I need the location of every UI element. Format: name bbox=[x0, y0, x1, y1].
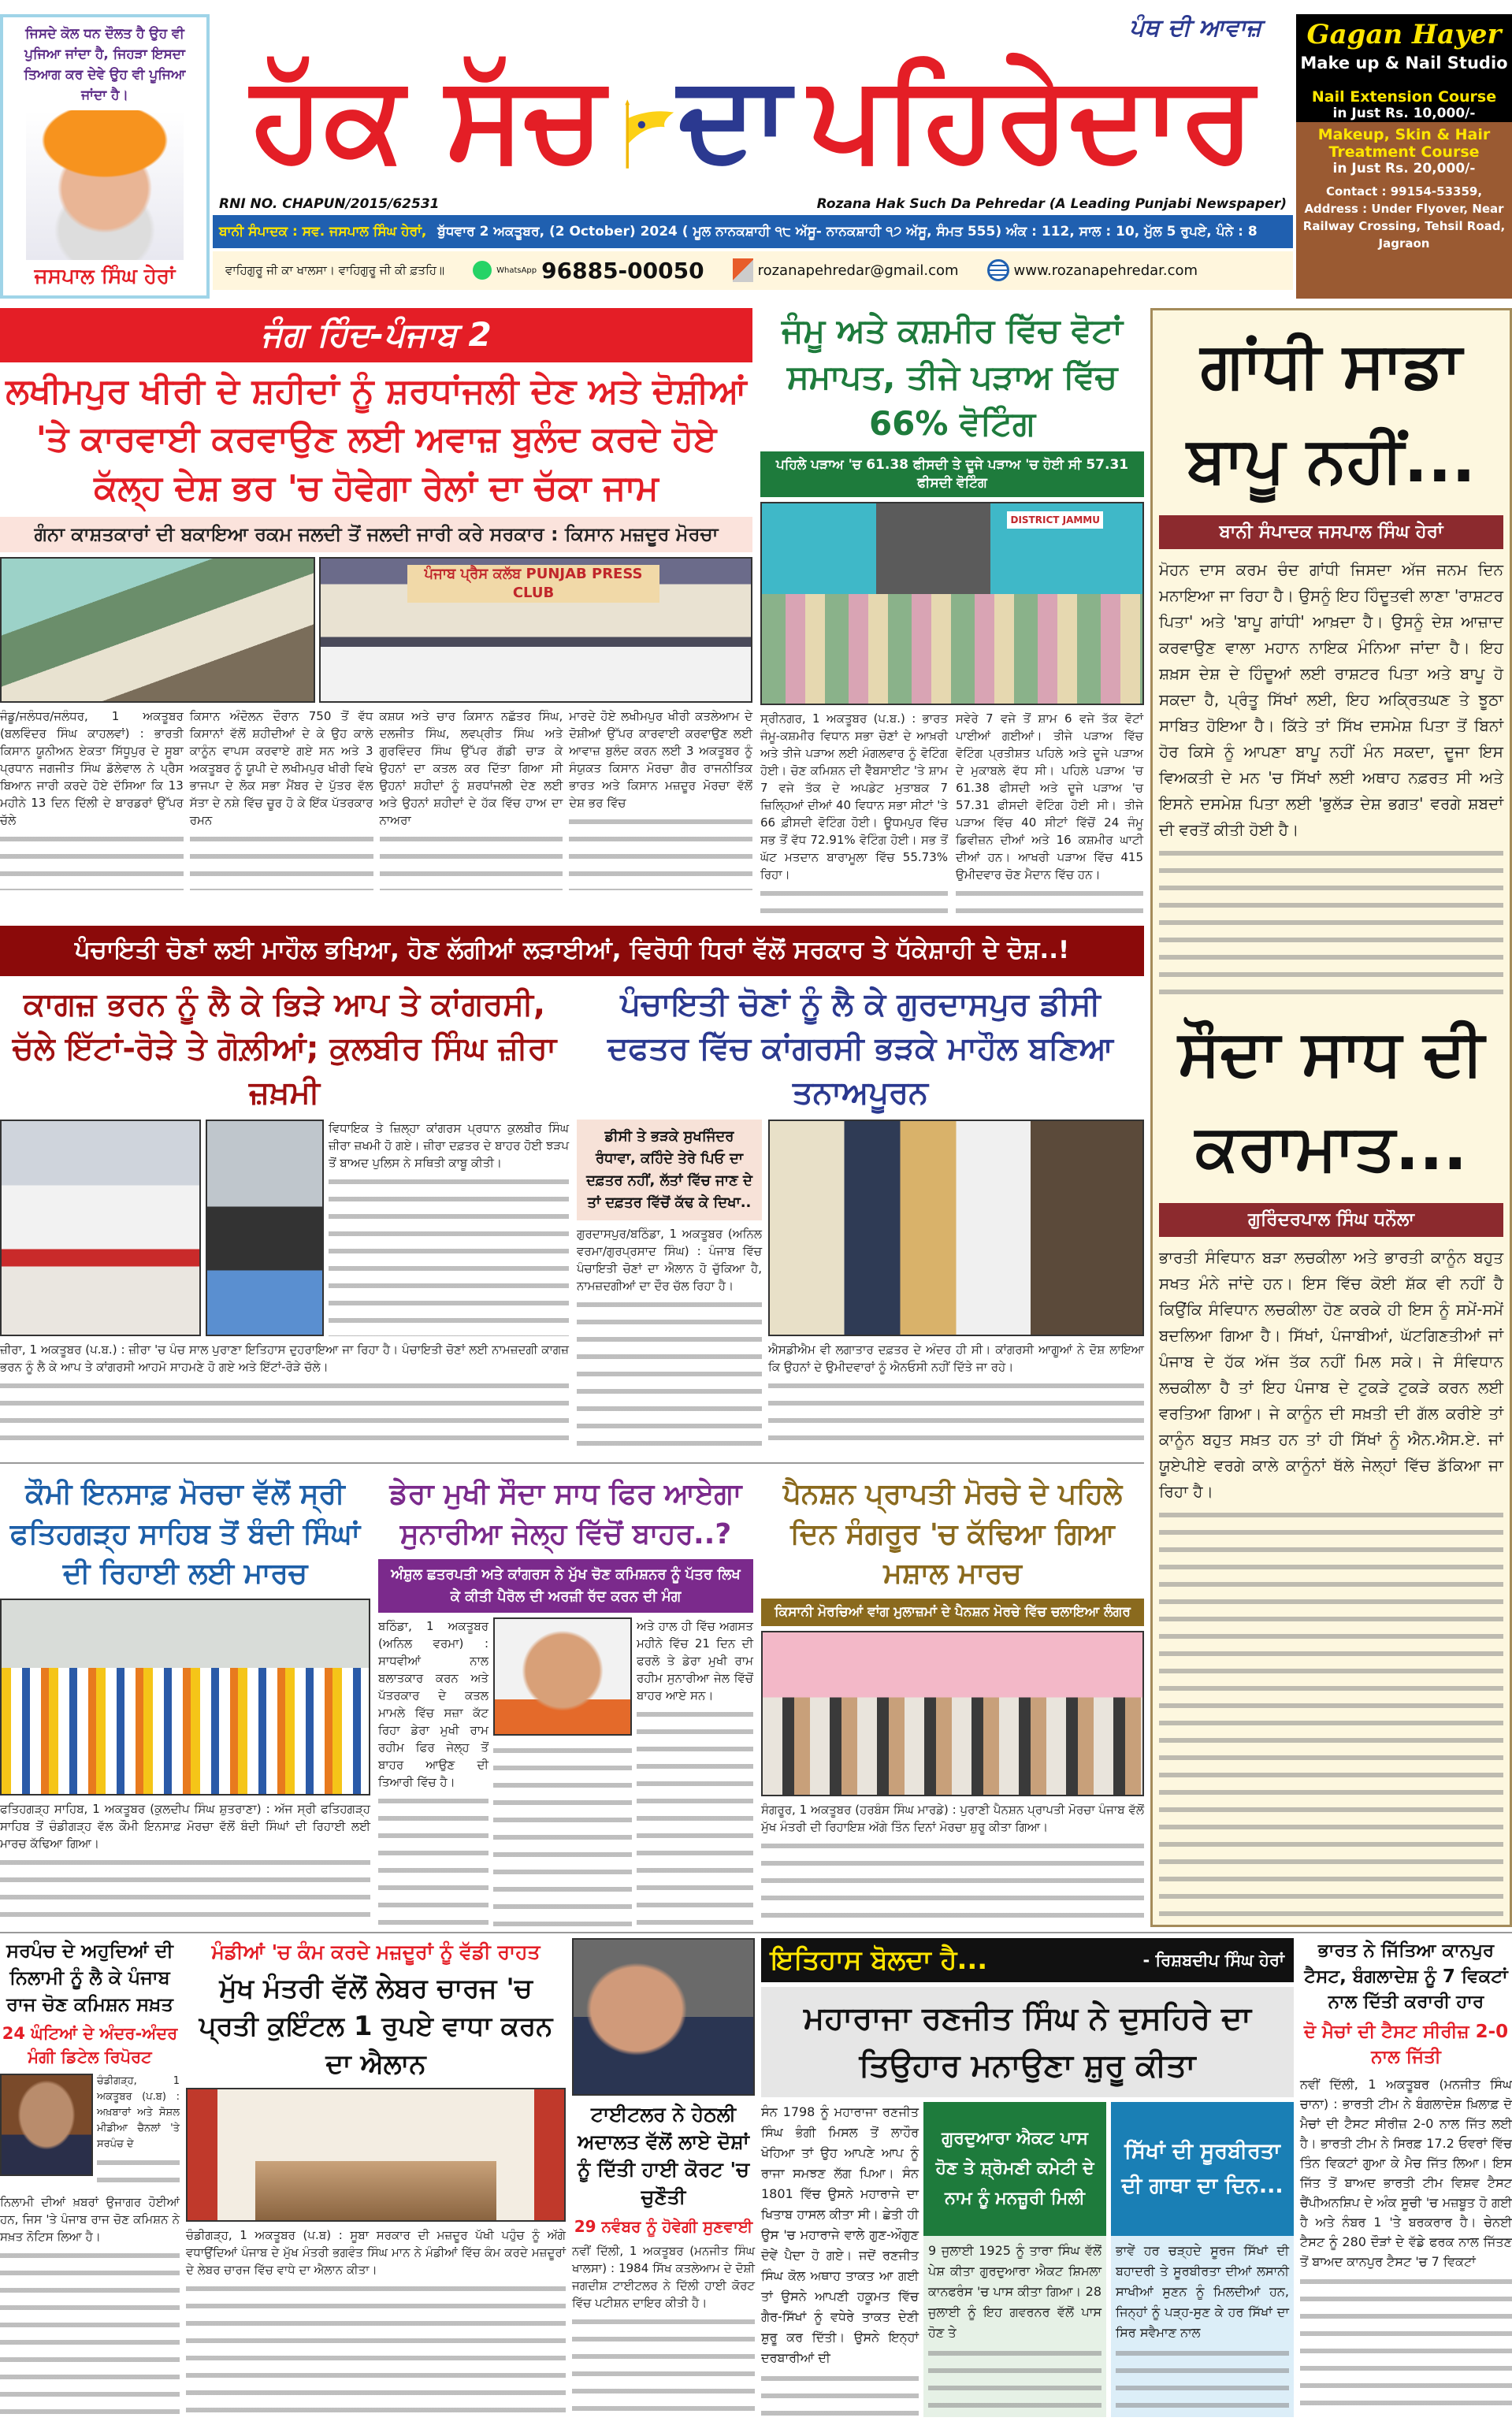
title-part3: ਪਹਿਰੇਦਾਰ bbox=[808, 50, 1255, 187]
article-text: ਸੰਨ 1798 ਨੂੰ ਮਹਾਰਾਜਾ ਰਣਜੀਤ ਸਿੰਘ ਭੰਗੀ ਮਿਸਲ ਤੋਂ ਲਾਹੌਰ ਖੋਹਿਆ ਤਾਂ ਉਹ ਆਪਣੇ ਆਪ ਨੂੰ ਰਾਜਾ ਸਮਝਣ ਲੱਗ ਪਿਆ। ਸੰਨ 1801 ਵਿੱਚ ਉਸਨੇ ਮਹਾਰਾਜੇ ਦਾ ਖਿਤਾਬ ਹਾਸਲ ਕੀਤਾ ਸੀ। ਛੇਤੀ ਹੀ ਉਸ 'ਚ ਮਹਾਰਾਜੇ ਵਾਲੇ ਗੁਣ-ਔਗੁਣ ਦੋਵੇਂ ਪੈਦਾ ਹੋ ਗਏ। ਜਦੋਂ ਰਣਜੀਤ ਸਿੰਘ ਕੋਲ ਅਥਾਹ ਤਾਕਤ ਆ ਗਈ ਤਾਂ ਉਸਨੇ ਆਪਣੀ ਹਕੂਮਤ ਵਿੱਚ ਗੈਰ-ਸਿੱਖਾਂ ਨੂੰ ਵਧੇਰੇ ਤਾਕਤ ਦੇਣੀ ਸ਼ੁਰੂ ਕਰ ਦਿੱਤੀ। ਉਸਨੇ ਇਨ੍ਹਾਂ ਦਰਬਾਰੀਆਂ ਦੀ bbox=[761, 2104, 919, 2366]
panchayat-banner[interactable]: ਪੰਚਾਇਤੀ ਚੋਣਾਂ ਲਈ ਮਾਹੌਲ ਭਖਿਆ, ਹੋਣ ਲੱਗੀਆਂ ਲੜਾਈਆਂ, ਵਿਰੋਧੀ ਧਿਰਾਂ ਵੱਲੋਂ ਸਰਕਾਰ ਤੇ ਧੱਕੇਸ਼ਾਹੀ ਦੇ ਦੋਸ਼..! bbox=[0, 926, 1144, 976]
gurdaspur-body bbox=[577, 1225, 762, 1451]
article-text: ਮੋਹਨ ਦਾਸ ਕਰਮ ਚੰਦ ਗਾਂਧੀ ਜਿਸਦਾ ਅੱਜ ਜਨਮ ਦਿਨ ਮਨਾਇਆ ਜਾ ਰਿਹਾ ਹੈ। ਉਸਨੂੰ ਇਹ ਹਿੰਦੂਤਵੀ ਲਾਣਾ 'ਰਾਸ਼ਟਰ ਪਿਤਾ' ਅਤੇ 'ਬਾਪੂ ਗਾਂਧੀ' ਆਖ਼ਦਾ ਹੈ। ਉਸਨੂੰ ਦੇਸ਼ ਆਜ਼ਾਦ ਕਰਵਾਉਣ ਵਾਲਾ ਮਹਾਨ ਨਾਇਕ ਮੰਨਿਆ ਜਾਂਦਾ ਹੈ। ਇਹ ਸ਼ਖ਼ਸ ਦੇਸ਼ ਦੇ ਹਿੰਦੂਆਂ ਲਈ ਰਾਸ਼ਟਰ ਪਿਤਾ ਅਤੇ ਬਾਪੂ ਹੋ ਸਕਦਾ ਹੈ, ਪ੍ਰੰਤੂ ਸਿੱਖਾਂ ਲਈ, ਇਹ ਅਕ੍ਰਿਤਘਣ ਤੇ ਝੂਠਾ ਸਾਬਿਤ ਹੋਇਆ ਹੈ। ਕਿੱਤੇ ਤਾਂ ਸਿੱਖ ਦਸਮੇਸ਼ ਪਿਤਾ ਤੋਂ ਬਿਨਾਂ ਹੋਰ ਕਿਸੇ ਨੂੰ ਆਪਣਾ ਬਾਪੂ ਨਹੀਂ ਮੰਨ ਸਕਦਾ, ਦੂਜਾ ਇਸ ਵਿਅਕਤੀ ਦੇ ਮਨ 'ਚ ਸਿੱਖਾਂ ਲਈ ਅਥਾਹ ਨਫ਼ਰਤ ਸੀ ਅਤੇ ਇਸਨੇ ਦਸਮੇਸ਼ ਪਿਤਾ ਲਈ 'ਭੁਲੱੜ ਦੇਸ਼ ਭਗਤ' ਵਰਗੇ ਸ਼ਬਦਾਂ ਦੀ ਵਰਤੋਂ ਕੀਤੀ ਹੋਈ ਹੈ। bbox=[1159, 560, 1503, 840]
gandhi-editorial-headline[interactable]: ਗਾਂਧੀ ਸਾਡਾ ਬਾਪੂ ਨਹੀਂ... bbox=[1187, 329, 1476, 496]
divider bbox=[0, 1932, 1512, 1933]
ad-course1: Nail Extension Course bbox=[1311, 88, 1497, 106]
text-filler bbox=[760, 885, 948, 919]
masthead bbox=[0, 0, 1512, 299]
ad-tagline: Make up & Nail Studio bbox=[1300, 54, 1508, 72]
opinion-author: ਗੁਰਿੰਦਰਪਾਲ ਸਿੰਘ ਧਨੌਲਾ bbox=[1159, 1203, 1503, 1237]
article-column bbox=[380, 707, 563, 890]
article-column bbox=[760, 710, 948, 919]
article-text: ਸਵੇਰੇ 7 ਵਜੇ ਤੋਂ ਸ਼ਾਮ 6 ਵਜੇ ਤੱਕ ਵੋਟਾਂ ਪਾਈਆਂ ਗਈਆਂ। ਤੀਜੇ ਪੜਾਅ ਵਿੱਚ ਵੋਟਿੰਗ ਪ੍ਰਤੀਸ਼ਤ ਪਹਿਲੇ ਅਤੇ ਦੂਜੇ ਪੜਾਅ ਦੇ ਮੁਕਾਬਲੇ ਵੱਧ ਸੀ। ਪਹਿਲੇ ਪੜਾਅ 'ਚ 61.38 ਫੀਸਦੀ ਅਤੇ ਦੂਜੇ ਪੜਾਅ 'ਚ 57.31 ਫੀਸਦੀ ਵੋਟਿੰਗ ਹੋਈ ਸੀ। ਤੀਜੇ ਪੜਾਅ ਵਿੱਚ 40 ਸੀਟਾਂ ਵਿੱਚੋਂ 24 ਜੰਮੂ ਡਿਵੀਜ਼ਨ ਦੀਆਂ ਅਤੇ 16 ਕਸ਼ਮੀਰ ਘਾਟੀ ਦੀਆਂ ਹਨ। ਆਖਰੀ ਪੜਾਅ ਵਿੱਚ 415 ਉਮੀਦਵਾਰ ਚੋਣ ਮੈਦਾਨ ਵਿੱਚ ਹਨ। bbox=[956, 711, 1143, 882]
article-text: ਕਸ਼ਯ ਅਤੇ ਚਾਰ ਕਿਸਾਨ ਨਛੱਤਰ ਸਿੰਘ, ਦਲਜੀਤ ਸਿੰਘ, ਲਵਪ੍ਰੀਤ ਸਿੰਘ ਅਤੇ ਗੁਰਵਿੰਦਰ ਸਿੰਘ ਉੱਪਰ ਗੱਡੀ ਚਾੜ ਕੇ ਉਹਨਾਂ ਦਾ ਕਤਲ ਕਰ ਦਿੱਤਾ ਗਿਆ ਸੀ ਉਹਨਾਂ ਸ਼ਹੀਦਾਂ ਨੂੰ ਸ਼ਰਧਾਂਜਲੀ ਦੇਣ ਲਈ ਅਤੇ ਉਹਨਾਂ ਸ਼ਹੀਦਾਂ ਦੇ ਹੱਕ ਵਿੱਚ ਹਾਅ ਦਾ ਨਾਅਰਾ bbox=[379, 708, 563, 827]
opinion-body bbox=[1159, 1245, 1503, 1917]
dera-chief-content bbox=[378, 1617, 753, 1927]
sarpanch-story bbox=[0, 1938, 180, 2417]
sarpanch-auction-headline[interactable]: ਸਰਪੰਚ ਦੇ ਅਹੁਦਿਆਂ ਦੀ ਨਿਲਾਮੀ ਨੂੰ ਲੈ ਕੇ ਪੰਜਾਬ ਰਾਜ ਚੋਣ ਕਮਿਸ਼ਨ ਸਖ਼ਤ bbox=[6, 1940, 173, 2015]
opinion-column bbox=[1150, 308, 1512, 1927]
news-area bbox=[0, 308, 1144, 1927]
labour-charge-story bbox=[186, 1938, 566, 2417]
text-filler bbox=[1300, 2273, 1512, 2417]
kanpur-test-subhead: ਦੋ ਮੈਚਾਂ ਦੀ ਟੈਸਟ ਸੀਰੀਜ਼ 2-0 ਨਾਲ ਜਿੱਤੀ bbox=[1303, 2021, 1509, 2068]
lead-story bbox=[0, 308, 752, 919]
tytler-headline[interactable]: ਟਾਈਟਲਰ ਨੇ ਹੇਠਲੀ ਅਦਾਲਤ ਵੱਲੋਂ ਲਾਏ ਦੋਸ਼ਾਂ ਨੂੰ ਦਿੱਤੀ ਹਾਈ ਕੋਰਟ 'ਚ ਚੁਣੌਤੀ bbox=[578, 2103, 749, 2209]
text-filler bbox=[0, 2247, 180, 2417]
article-text: ਚੰਡੀਗੜ੍ਹ, 1 ਅਕਤੂਬਰ (ਪ.ਬ) : ਅਖ਼ਬਾਰਾਂ ਅਤੇ ਸੋਸ਼ਲ ਮੀਡੀਆ ਚੈਨਲਾਂ 'ਤੇ ਸਰਪੰਚ ਦੇ bbox=[97, 2074, 180, 2150]
globe-icon bbox=[987, 259, 1009, 281]
text-filler bbox=[637, 1706, 753, 1927]
row-3 bbox=[0, 982, 1144, 1451]
dera-chief-middle bbox=[493, 1617, 632, 1927]
founder-name: ਜਸਪਾਲ ਸਿੰਘ ਹੇਰਾਂ bbox=[34, 265, 176, 288]
article-text: ਨਿਲਾਮੀ ਦੀਆਂ ਖ਼ਬਰਾਂ ਉਜਾਗਰ ਹੋਈਆਂ ਹਨ, ਜਿਸ 'ਤੇ ਪੰਜਾਬ ਰਾਜ ਚੋਣ ਕਮਿਸ਼ਨ ਨੇ ਸਖ਼ਤ ਨੋਟਿਸ ਲਿਆ ਹੈ। bbox=[0, 2194, 180, 2244]
gurdaspur-dc-headline[interactable]: ਪੰਚਾਇਤੀ ਚੋਣਾਂ ਨੂੰ ਲੈ ਕੇ ਗੁਰਦਾਸਪੁਰ ਡੀਸੀ ਦਫਤਰ ਵਿੱਚ ਕਾਂਗਰਸੀ ਭੜਕੇ ਮਾਹੌਲ ਬਣਿਆ ਤਨਾਅਪੂਰਨ bbox=[607, 986, 1114, 1112]
sarpanch-media bbox=[0, 2074, 180, 2189]
editor-label: ਬਾਨੀ ਸੰਪਾਦਕ : ਸਵ. ਜਸਪਾਲ ਸਿੰਘ ਹੇਰਾਂ, bbox=[219, 223, 427, 240]
text-filler bbox=[577, 1296, 762, 1451]
gurdwara-act-box bbox=[923, 2102, 1106, 2417]
text-filler bbox=[1159, 845, 1503, 998]
photo-voters-queue bbox=[760, 502, 1144, 705]
history-label: ਇਤਿਹਾਸ ਬੋਲਦਾ ਹੈ... bbox=[771, 1944, 988, 1977]
sarpanch-side bbox=[97, 2074, 180, 2189]
title-flag-group bbox=[623, 45, 790, 193]
press-club-sign: ਪੰਜਾਬ ਪ੍ਰੈਸ ਕਲੱਬ PUNJAB PRESS CLUB bbox=[407, 565, 659, 603]
divider bbox=[0, 1462, 1144, 1464]
dera-chief-story bbox=[378, 1475, 753, 1927]
lead-columns bbox=[0, 707, 752, 890]
text-filler bbox=[928, 2345, 1101, 2412]
history-author: - ਰਿਸ਼ਬਦੀਪ ਸਿੰਘ ਹੇਰਾਂ bbox=[1142, 1950, 1284, 1970]
section-banner: ਜੰਗ ਹਿੰਦ-ਪੰਜਾਬ 2 bbox=[0, 308, 752, 362]
masthead-left-box bbox=[0, 14, 210, 299]
text-filler bbox=[761, 1837, 1144, 1927]
article-column bbox=[956, 710, 1143, 919]
article-column bbox=[0, 707, 184, 890]
article-text: ਬਠਿੰਡਾ, 1 ਅਕਤੂਬਰ (ਅਨਿਲ ਵਰਮਾ) : ਸਾਧਵੀਆਂ ਨਾਲ ਬਲਾਤਕਾਰ ਕਰਨ ਅਤੇ ਪੱਤਰਕਾਰ ਦੇ ਕਤਲ ਮਾਮਲੇ ਵਿੱਚ ਸਜ਼ਾ ਕੱਟ ਰਿਹਾ ਡੇਰਾ ਮੁਖੀ ਰਾਮ ਰਹੀਮ ਫਿਰ ਜੇਲ੍ਹ ਤੋਂ ਬਾਹਰ ਆਉਣ ਦੀ ਤਿਆਰੀ ਵਿੱਚ ਹੈ। bbox=[378, 1619, 489, 1790]
article-text: ਸੰਗਰੂਰ, 1 ਅਕਤੂਬਰ (ਹਰਬੰਸ ਸਿੰਘ ਮਾਰਡੇ) : ਪੁਰਾਣੀ ਪੈਨਸ਼ਨ ਪ੍ਰਾਪਤੀ ਮੋਰਚਾ ਪੰਜਾਬ ਵੱਲੋਂ ਮੁੱਖ ਮੰਤਰੀ ਦੀ ਰਿਹਾਇਸ਼ ਅੱਗੇ ਤਿੰਨ ਦਿਨਾਂ ਮੋਰਚਾ ਸ਼ੁਰੂ ਕੀਤਾ ਗਿਆ। bbox=[761, 1803, 1144, 1835]
article-text: ਨਵੀਂ ਦਿੱਲੀ, 1 ਅਕਤੂਬਰ (ਮਨਜੀਤ ਸਿੰਘ ਚਾਨਾ) : ਭਾਰਤੀ ਟੀਮ ਨੇ ਬੰਗਲਾਦੇਸ਼ ਖ਼ਿਲਾਫ਼ ਦੋ ਮੈਚਾਂ ਦੀ ਟੈਸਟ ਸੀਰੀਜ਼ 2-0 ਨਾਲ ਜਿੱਤ ਲਈ ਹੈ। ਭਾਰਤੀ ਟੀਮ ਨੇ ਸਿਰਫ਼ 17.2 ਓਵਰਾਂ ਵਿੱਚ ਤਿੰਨ ਵਿਕਟਾਂ ਗੁਆ ਕੇ ਮੈਚ ਜਿੱਤ ਲਿਆ। ਇਸ ਜਿੱਤ ਤੋਂ ਬਾਅਦ ਭਾਰਤੀ ਟੀਮ ਵਿਸ਼ਵ ਟੈਸਟ ਚੈਂਪੀਅਨਸ਼ਿਪ ਦੇ ਅੰਕ ਸੂਚੀ 'ਚ ਮਜ਼ਬੂਤ ਹੋ ਗਈ ਹੈ ਅਤੇ ਨੰਬਰ 1 'ਤੇ ਬਰਕਰਾਰ ਹੈ। ਚੇਨਈ ਟੈਸਟ ਨੂੰ 280 ਦੌੜਾਂ ਦੇ ਵੱਡੇ ਫਰਕ ਨਾਲ ਜਿੱਤਣ ਤੋਂ ਬਾਅਦ ਕਾਨਪੁਰ ਟੈਸਟ 'ਚ 7 ਵਿਕਟਾਂ bbox=[1300, 2077, 1512, 2270]
text-filler bbox=[768, 1377, 1144, 1451]
photo-cabinet-meeting bbox=[186, 2088, 566, 2222]
ad-price1: in Just Rs. 10,000/- bbox=[1332, 106, 1476, 121]
gurdaspur-body-2 bbox=[768, 1341, 1144, 1451]
row-4 bbox=[0, 1475, 1144, 1927]
article-text: ਐਸਡੀਐਮ ਵੀ ਲਗਾਤਾਰ ਦਫ਼ਤਰ ਦੇ ਅੰਦਰ ਹੀ ਸੀ। ਕਾਂਗਰਸੀ ਆਗੂਆਂ ਨੇ ਦੋਸ਼ ਲਾਇਆ ਕਿ ਉਹਨਾਂ ਦੇ ਉਮੀਦਵਾਰਾਂ ਨੂੰ ਐਨਓਸੀ ਨਹੀਂ ਦਿੱਤੇ ਜਾ ਰਹੇ। bbox=[768, 1342, 1144, 1375]
tytler-body bbox=[572, 2242, 755, 2417]
insaaf-morcha-body bbox=[0, 1800, 370, 1927]
gurdwara-act-body bbox=[923, 2236, 1106, 2417]
ranjit-singh-headline[interactable]: ਮਹਾਰਾਜਾ ਰਣਜੀਤ ਸਿੰਘ ਨੇ ਦੁਸਹਿਰੇ ਦਾ ਤਿਉਹਾਰ ਮਨਾਉਣਾ ਸ਼ੁਰੂ ਕੀਤਾ bbox=[761, 1987, 1294, 2097]
dera-chief-side bbox=[637, 1617, 753, 1927]
sikh-bravery-box bbox=[1111, 2102, 1294, 2417]
masthead-center bbox=[213, 14, 1293, 299]
zira-story bbox=[0, 982, 569, 1451]
jk-election-headline[interactable]: ਜੰਮੂ ਅਤੇ ਕਸ਼ਮੀਰ ਵਿੱਚ ਵੋਟਾਂ ਸਮਾਪਤ, ਤੀਜੇ ਪੜਾਅ ਵਿੱਚ 66% ਵੋਟਿੰਗ bbox=[782, 311, 1123, 443]
zira-media bbox=[0, 1120, 569, 1336]
sauda-sadh-headline[interactable]: ਸੌਦਾ ਸਾਧ ਦੀ ਕਰਾਮਾਤ... bbox=[1178, 1016, 1484, 1185]
kanpur-test-story bbox=[1300, 1938, 1512, 2417]
dera-chief-subhead: ਅੰਸ਼ੁਲ ਛਤਰਪਤੀ ਅਤੇ ਕਾਂਗਰਸ ਨੇ ਮੁੱਖ ਚੋਣ ਕਮਿਸ਼ਨਰ ਨੂੰ ਪੱਤਰ ਲਿਖ ਕੇ ਕੀਤੀ ਪੈਰੋਲ ਦੀ ਅਰਜ਼ੀ ਰੱਦ ਕਰਨ ਦੀ ਮੰਗ bbox=[378, 1559, 753, 1613]
text-filler bbox=[569, 813, 752, 890]
tytler-subhead: 29 ਨਵੰਬਰ ਨੂੰ ਹੋਵੇਗੀ ਸੁਣਵਾਈ bbox=[574, 2217, 753, 2237]
zira-body bbox=[0, 1341, 569, 1451]
gurdaspur-right bbox=[768, 1120, 1144, 1451]
ad-brand: Gagan Hayer bbox=[1306, 19, 1502, 50]
text-filler bbox=[761, 2370, 919, 2417]
dateline-bar bbox=[213, 215, 1293, 248]
ad-price2: in Just Rs. 20,000/- bbox=[1332, 161, 1476, 176]
dera-chief-headline[interactable]: ਡੇਰਾ ਮੁਖੀ ਸੌਦਾ ਸਾਧ ਫਿਰ ਆਏਗਾ ਸੁਨਾਰੀਆ ਜੇਲ੍ਹ ਵਿੱਚੋਂ ਬਾਹਰ..? bbox=[389, 1478, 742, 1550]
whatsapp-contact[interactable] bbox=[473, 258, 704, 284]
article-text: ਮਾਰਦੇ ਹੋਏ ਲਖੀਮਪੁਰ ਖੀਰੀ ਕਤਲੇਆਮ ਦੇ ਦੋਸ਼ੀਆਂ ਉੱਪਰ ਕਾਰਵਾਈ ਕਰਵਾਉਣ ਲਈ ਆਵਾਜ਼ ਬੁਲੰਦ ਕਰਨ ਲਈ 3 ਅਕਤੂਬਰ ਨੂੰ ਸੰਯੁਕਤ ਕਿਸਾਨ ਮੋਰਚਾ ਗੈਰ ਰਾਜਨੀਤਿਕ ਭਾਰਤ ਅਤੇ ਕਿਸਾਨ ਮਜ਼ਦੂਰ ਮੋਰਚਾ ਵੱਲੋਂ ਦੇਸ਼ ਭਰ ਵਿੱਚ bbox=[569, 708, 752, 810]
text-filler bbox=[493, 1742, 632, 1927]
history-section bbox=[761, 1938, 1294, 2417]
photo-tytler bbox=[572, 1938, 755, 2096]
text-filler bbox=[329, 1173, 569, 1336]
text-filler bbox=[0, 1377, 569, 1451]
kanpur-test-headline[interactable]: ਭਾਰਤ ਨੇ ਜਿੱਤਿਆ ਕਾਨਪੁਰ ਟੈਸਟ, ਬੰਗਲਾਦੇਸ਼ ਨੂੰ 7 ਵਿਕਟਾਂ ਨਾਲ ਦਿੱਤੀ ਕਰਾਰੀ ਹਾਰ bbox=[1304, 1940, 1508, 2012]
photo-dc-office bbox=[768, 1120, 1144, 1336]
editorial-author: ਬਾਨੀ ਸੰਪਾਦਕ ਜਸਪਾਲ ਸਿੰਘ ਹੇਰਾਂ bbox=[1159, 515, 1503, 549]
lead-photos bbox=[0, 557, 752, 703]
photo-pension-protest bbox=[761, 1631, 1144, 1796]
mail-icon bbox=[733, 258, 753, 282]
newspaper-title bbox=[213, 45, 1293, 193]
article-column bbox=[190, 707, 373, 890]
flag-icon bbox=[623, 75, 678, 193]
pension-march-subhead: ਕਿਸਾਨੀ ਮੋਰਚਿਆਂ ਵਾਂਗ ਮੁਲਾਜ਼ਮਾਂ ਦੇ ਪੈਨਸ਼ਨ ਮੋਰਚੇ ਵਿੱਚ ਚਲਾਇਆ ਲੰਗਰ bbox=[761, 1599, 1144, 1626]
text-filler bbox=[1116, 2345, 1289, 2412]
website-contact[interactable] bbox=[987, 259, 1198, 281]
title-part2: ਦਾ bbox=[678, 50, 790, 187]
article-text: ਫਤਿਹਗੜ੍ਹ ਸਾਹਿਬ, 1 ਅਕਤੂਬਰ (ਕੁਲਦੀਪ ਸਿੰਘ ਸ਼ੁਤਰਾਣਾ) : ਅੱਜ ਸ੍ਰੀ ਫਤਿਹਗੜ੍ਹ ਸਾਹਿਬ ਤੋਂ ਚੰਡੀਗੜ੍ਹ ਵੱਲ ਕੌਮੀ ਇਨਸਾਫ਼ ਮੋਰਚਾ ਵੱਲੋਂ ਬੰਦੀ ਸਿੰਘਾਂ ਦੀ ਰਿਹਾਈ ਲਈ ਮਾਰਚ ਕੱਢਿਆ ਗਿਆ। bbox=[0, 1802, 370, 1851]
text-filler bbox=[190, 830, 373, 890]
article-column bbox=[569, 707, 752, 890]
tytler-story bbox=[572, 1938, 755, 2417]
zira-side-text bbox=[329, 1120, 569, 1336]
zira-clash-headline[interactable]: ਕਾਗਜ਼ ਭਰਨ ਨੂੰ ਲੈ ਕੇ ਭਿੜੇ ਆਪ ਤੇ ਕਾਂਗਰਸੀ, ਚੱਲੇ ਇੱਟਾਂ-ਰੋੜੇ ਤੇ ਗੋਲ਼ੀਆਂ; ਕੁਲਬੀਰ ਸਿੰਘ ਜ਼ੀਰਾ ਜ਼ਖ਼ਮੀ bbox=[12, 986, 557, 1112]
history-columns bbox=[761, 2102, 1294, 2417]
article-text: ਗੁਰਦਾਸਪੁਰ/ਬਠਿੰਡਾ, 1 ਅਕਤੂਬਰ (ਅਨਿਲ ਵਰਮਾ/ਗੁਰਪ੍ਰਸਾਦ ਸਿੰਘ) : ਪੰਜਾਬ ਵਿੱਚ ਪੰਚਾਇਤੀ ਚੋਣਾਂ ਦਾ ਐਲਾਨ ਹੋ ਚੁੱਕਿਆ ਹੈ, ਨਾਮਜ਼ਦਗੀਆਂ ਦਾ ਦੌਰ ਚੱਲ ਰਿਹਾ ਹੈ। bbox=[577, 1227, 762, 1294]
district-sign: DISTRICT JAMMU bbox=[1007, 511, 1103, 529]
photo-hospital-bed bbox=[206, 1120, 324, 1336]
rni-number: RNI NO. CHAPUN/2015/62531 bbox=[219, 195, 440, 212]
text-filler bbox=[97, 2154, 180, 2189]
gurdaspur-left bbox=[577, 1120, 762, 1451]
email: rozanapehredar@gmail.com bbox=[757, 262, 959, 279]
phone-number: 96885-00050 bbox=[541, 257, 704, 284]
website: www.rozanapehredar.com bbox=[1013, 262, 1198, 279]
lead-headline[interactable]: ਲਖੀਮਪੁਰ ਖੀਰੀ ਦੇ ਸ਼ਹੀਦਾਂ ਨੂੰ ਸ਼ਰਧਾਂਜਲੀ ਦੇਣ ਅਤੇ ਦੋਸ਼ੀਆਂ 'ਤੇ ਕਾਰਵਾਈ ਕਰਵਾਉਣ ਲਈ ਅਵਾਜ਼ ਬੁਲੰਦ ਕਰਦੇ ਹੋਏ ਕੱਲ੍ਹ ਦੇਸ਼ ਭਰ 'ਚ ਹੋਵੇਗਾ ਰੇਲਾਂ ਦਾ ਚੱਕਾ ਜਾਮ bbox=[6, 370, 747, 508]
photo-dera-chief bbox=[493, 1617, 632, 1736]
sarpanch-auction-subhead: 24 ਘੰਟਿਆਂ ਦੇ ਅੰਦਰ-ਅੰਦਰ ਮੰਗੀ ਡਿਟੇਲ ਰਿਪੋਰਟ bbox=[2, 2024, 178, 2067]
article-text: ਭਾਰਤੀ ਸੰਵਿਧਾਨ ਬੜਾ ਲਚਕੀਲਾ ਅਤੇ ਭਾਰਤੀ ਕਾਨੂੰਨ ਬਹੁਤ ਸਖਤ ਮੰਨੇ ਜਾਂਦੇ ਹਨ। ਇਸ ਵਿੱਚ ਕੋਈ ਸ਼ੱਕ ਵੀ ਨਹੀਂ ਹੈ ਕਿਉਂਕਿ ਸੰਵਿਧਾਨ ਲਚਕੀਲਾ ਹੋਣ ਕਰਕੇ ਹੀ ਇਸ ਨੂੰ ਸਮੇਂ-ਸਮੇਂ ਬਦਲਿਆ ਗਿਆ ਹੈ। ਸਿੱਖਾਂ, ਪੰਜਾਬੀਆਂ, ਘੱਟਗਿਣਤੀਆਂ ਜਾਂ ਪੰਜਾਬ ਦੇ ਹੱਕ ਅੱਜ ਤੱਕ ਨਹੀਂ ਮਿਲ ਸਕੇ। ਜੇ ਸੰਵਿਧਾਨ ਲਚਕੀਲਾ ਹੈ ਤਾਂ ਇਹ ਪੰਜਾਬ ਦੇ ਟੁਕੜੇ ਟੁਕੜੇ ਕਰਨ ਲਈ ਵਰਤਿਆ ਗਿਆ। ਜੇ ਕਾਨੂੰਨ ਦੀ ਸਖ਼ਤੀ ਦੀ ਗੱਲ ਕਰੀਏ ਤਾਂ ਕਾਨੂੰਨ ਬਹੁਤ ਸਖ਼ਤ ਹਨ ਤਾਂ ਹੀ ਸਿੱਖਾਂ ਨੂੰ ਐਨ.ਐਸ.ਏ. ਜਾਂ ਯੂਏਪੀਏ ਵਰਗੇ ਕਾਲੇ ਕਾਨੂੰਨਾਂ ਥੱਲੇ ਜੇਲ੍ਹਾਂ ਵਿੱਚ ਡੱਕਿਆ ਜਾ ਰਿਹਾ ਹੈ। bbox=[1159, 1248, 1503, 1502]
text-filler bbox=[956, 885, 1143, 919]
kanpur-test-body bbox=[1300, 2074, 1512, 2417]
contact-bar bbox=[213, 251, 1293, 290]
photo-injured-man bbox=[0, 1120, 201, 1336]
main-area bbox=[0, 308, 1512, 1927]
ad-course2: Makeup, Skin & Hair Treatment Course bbox=[1317, 126, 1491, 161]
founder-portrait bbox=[26, 110, 184, 260]
sarpanch-body bbox=[0, 2193, 180, 2417]
article-text: ਨਵੀਂ ਦਿੱਲੀ, 1 ਅਕਤੂਬਰ (ਮਨਜੀਤ ਸਿੰਘ ਖਾਲਸਾ) : 1984 ਸਿੱਖ ਕਤਲੇਆਮ ਦੇ ਦੋਸ਼ੀ ਜਗਦੀਸ਼ ਟਾਈਟਲਰ ਨੇ ਦਿੱਲੀ ਹਾਈ ਕੋਰਟ ਵਿੱਚ ਪਟੀਸ਼ਨ ਦਾਇਰ ਕੀਤੀ ਹੈ। bbox=[572, 2244, 755, 2311]
whatsapp-label: WhatsApp bbox=[496, 266, 537, 275]
jk-election-story bbox=[760, 308, 1144, 919]
paper-subtitle: Rozana Hak Such Da Pehredar (A Leading Punjabi Newspaper) bbox=[816, 195, 1287, 212]
editorial-body bbox=[1159, 557, 1503, 998]
photo-march-sikhs bbox=[0, 1599, 370, 1796]
pension-march-story bbox=[761, 1475, 1144, 1927]
article-text: 9 ਜੁਲਾਈ 1925 ਨੂੰ ਤਾਰਾ ਸਿੰਘ ਵੱਲੋਂ ਪੇਸ਼ ਕੀਤਾ ਗੁਰਦੁਆਰਾ ਐਕਟ ਸ਼ਿਮਲਾ ਕਾਨਫਰੰਸ 'ਚ ਪਾਸ ਕੀਤਾ ਗਿਆ। 28 ਜੁਲਾਈ ਨੂੰ ਇਹ ਗਵਰਨਰ ਵੱਲੋਂ ਪਾਸ ਹੋਣ ਤੇ bbox=[928, 2243, 1101, 2341]
article-text: ਅਤੇ ਹਾਲ ਹੀ ਵਿੱਚ ਅਗਸਤ ਮਹੀਨੇ ਵਿੱਚ 21 ਦਿਨ ਦੀ ਫਰਲੋ ਤੇ ਡੇਰਾ ਮੁਖੀ ਰਾਮ ਰਹੀਮ ਸੁਨਾਰੀਆ ਜੇਲ ਵਿੱਚੋਂ ਬਾਹਰ ਆਏ ਸਨ। bbox=[637, 1619, 753, 1703]
article-text: ਜੰਡੂ/ਜਲੰਧਰ/ਜਲੰਧਰ, 1 ਅਕਤੂਬਰ (ਬਲਵਿੰਦਰ ਸਿੰਘ ਕਾਹਲਵਾਂ) : ਭਾਰਤੀ ਕਿਸਾਨ ਯੂਨੀਅਨ ਏਕਤਾ ਸਿੱਧੂਪੁਰ ਦੇ ਸੂਬਾ ਪ੍ਰਧਾਨ ਜਗਜੀਤ ਸਿੰਘ ਡੱਲੇਵਾਲ ਨੇ ਪ੍ਰੈਸ ਬਿਆਨ ਜਾਰੀ ਕਰਦੇ ਹੋਏ ਦੱਸਿਆ ਕਿ 13 ਮਹੀਨੇ 13 ਦਿਨ ਦਿੱਲੀ ਦੇ ਬਾਰਡਰਾਂ ਉੱਪਰ ਚੱਲੇ bbox=[0, 708, 184, 827]
ad-gagan-hayer[interactable] bbox=[1296, 14, 1512, 299]
gurdaspur-content bbox=[577, 1120, 1144, 1451]
labour-charge-headline[interactable]: ਮੁੱਖ ਮੰਤਰੀ ਵੱਲੋਂ ਲੇਬਰ ਚਾਰਜ 'ਚ ਪ੍ਰਤੀ ਕੁਇੰਟਲ 1 ਰੁਪਏ ਵਾਧਾ ਕਰਨ ਦਾ ਐਲਾਨ bbox=[199, 1973, 553, 2080]
tagline: ਪੰਥ ਦੀ ਆਵਾਜ਼ bbox=[1129, 14, 1261, 42]
article-text: ਸ੍ਰੀਨਗਰ, 1 ਅਕਤੂਬਰ (ਪ.ਬ.) : ਭਾਰਤ ਜੰਮੂ-ਕਸ਼ਮੀਰ ਵਿਧਾਨ ਸਭਾ ਚੋਣਾਂ ਦੇ ਆਖ਼ਰੀ ਅਤੇ ਤੀਜੇ ਪੜਾਅ ਲਈ ਮੰਗਲਵਾਰ ਨੂੰ ਵੋਟਿੰਗ ਹੋਈ। ਚੋਣ ਕਮਿਸ਼ਨ ਦੀ ਵੈੱਬਸਾਈਟ 'ਤੇ ਸ਼ਾਮ 7 ਵਜੇ ਤੱਕ ਦੇ ਅਪਡੇਟ ਮੁਤਾਬਕ 7 ਜ਼ਿਲ੍ਹਿਆਂ ਦੀਆਂ 40 ਵਿਧਾਨ ਸਭਾ ਸੀਟਾਂ 'ਤੇ 66 ਫ਼ੀਸਦੀ ਵੋਟਿੰਗ ਹੋਈ। ਊਧਮਪੁਰ ਵਿੱਚ ਸਭ ਤੋਂ ਵੱਧ 72.91% ਵੋਟਿੰਗ ਹੋਈ। ਸਭ ਤੋਂ ਘੱਟ ਮਤਦਾਨ ਬਾਰਾਮੂਲਾ ਵਿੱਚ 55.73% ਰਿਹਾ। bbox=[760, 711, 948, 882]
labour-charge-kicker: ਮੰਡੀਆਂ 'ਚ ਕੰਮ ਕਰਦੇ ਮਜ਼ਦੂਰਾਂ ਨੂੰ ਵੱਡੀ ਰਾਹਤ bbox=[211, 1940, 541, 1964]
row-5 bbox=[0, 1938, 1512, 2425]
history-body bbox=[761, 2102, 919, 2417]
row-1 bbox=[0, 308, 1144, 919]
history-header-bar bbox=[761, 1938, 1294, 1982]
title-part1: ਹੱਕ ਸੱਚ bbox=[251, 50, 604, 187]
lead-subhead: ਗੰਨਾ ਕਾਸ਼ਤਕਾਰਾਂ ਦੀ ਬਕਾਇਆ ਰਕਮ ਜਲਦੀ ਤੋਂ ਜਲਦੀ ਜਾਰੀ ਕਰੇ ਸਰਕਾਰ : ਕਿਸਾਨ ਮਜ਼ਦੂਰ ਮੋਰਚਾ bbox=[0, 517, 752, 551]
text-filler bbox=[378, 1792, 489, 1927]
text-filler bbox=[572, 2313, 755, 2417]
dera-chief-body-2 bbox=[493, 1740, 632, 1927]
text-filler bbox=[186, 2280, 566, 2417]
insaaf-morcha-story bbox=[0, 1475, 370, 1927]
sikh-bravery-body bbox=[1111, 2236, 1294, 2417]
article-text: ਕਿਸਾਨ ਅੰਦੋਲਨ ਦੌਰਾਨ 750 ਤੋਂ ਵੱਧ ਕਿਸਾਨਾਂ ਵੱਲੋਂ ਸ਼ਹੀਦੀਆਂ ਦੇ ਕੇ ਉਹ ਕਾਲੇ ਕਾਨੂੰਨ ਵਾਪਸ ਕਰਵਾਏ ਗਏ ਸਨ ਅਤੇ 3 ਅਕਤੂਬਰ ਨੂੰ ਯੂਪੀ ਦੇ ਲਖੀਮਪੁਰ ਖੀਰੀ ਵਿਖੇ ਭਾਜਪਾ ਦੇ ਲੋਕ ਸਭਾ ਮੈਂਬਰ ਦੇ ਪੁੱਤਰ ਵੱਲ ਸੱਤਾ ਦੇ ਨਸ਼ੇ ਵਿੱਚ ਚੂਰ ਹੋ ਕੇ ਇੱਕ ਪੱਤਰਕਾਰ ਰਮਨ bbox=[189, 708, 373, 827]
photo-election-official bbox=[0, 2074, 93, 2176]
rni-row bbox=[213, 196, 1293, 212]
article-text: ਜ਼ੀਰਾ, 1 ਅਕਤੂਬਰ (ਪ.ਬ.) : ਜ਼ੀਰਾ 'ਚ ਪੰਚ ਸਾਲ ਪੁਰਾਣਾ ਇਤਿਹਾਸ ਦੁਹਰਾਇਆ ਜਾ ਰਿਹਾ ਹੈ। ਪੰਚਾਇਤੀ ਚੋਣਾਂ ਲਈ ਨਾਮਜ਼ਦਗੀ ਕਾਗਜ਼ ਭਰਨ ਨੂੰ ਲੈ ਕੇ ਆਪ ਤੇ ਕਾਂਗਰਸੀ ਆਹਮੋ ਸਾਹਮਣੇ ਹੋ ਗਏ ਅਤੇ ਇੱਟਾਂ-ਰੋੜੇ ਚੱਲੇ। bbox=[0, 1342, 569, 1375]
jk-election-subhead: ਪਹਿਲੇ ਪੜਾਅ 'ਚ 61.38 ਫੀਸਦੀ ਤੇ ਦੂਜੇ ਪੜਾਅ 'ਚ ਹੋਈ ਸੀ 57.31 ਫੀਸਦੀ ਵੋਟਿੰਗ bbox=[760, 451, 1144, 497]
text-filler bbox=[380, 830, 563, 890]
pension-march-headline[interactable]: ਪੈਨਸ਼ਨ ਪ੍ਰਾਪਤੀ ਮੋਰਚੇ ਦੇ ਪਹਿਲੇ ਦਿਨ ਸੰਗਰੂਰ 'ਚ ਕੱਢਿਆ ਗਿਆ ਮਸ਼ਾਲ ਮਾਰਚ bbox=[782, 1478, 1123, 1591]
ad-contact: Contact : 99154-53359, Address : Under Flyover, Near Railway Crossing, Tehsil Road, Jagraon bbox=[1302, 184, 1506, 251]
text-filler bbox=[0, 830, 184, 890]
randhawa-quote-box: ਡੀਸੀ ਤੇ ਭੜਕੇ ਸੁਖਜਿੰਦਰ ਰੰਧਾਵਾ, ਕਹਿੰਦੇ ਤੇਰੇ ਪਿਓ ਦਾ ਦਫ਼ਤਰ ਨਹੀਂ, ਲੱਤਾਂ ਵਿੱਚ ਜਾਣ ਦੇ ਤਾਂ ਦਫ਼ਤਰ ਵਿੱਚੋਂ ਕੱਢ ਕੇ ਦਿਖਾ.. bbox=[577, 1120, 762, 1220]
gurdwara-act-headline[interactable]: ਗੁਰਦੁਆਰਾ ਐਕਟ ਪਾਸ ਹੋਣ ਤੇ ਸ਼੍ਰੋਮਣੀ ਕਮੇਟੀ ਦੇ ਨਾਮ ਨੂੰ ਮਨਜ਼ੂਰੀ ਮਿਲੀ bbox=[923, 2102, 1106, 2236]
sikh-bravery-headline[interactable]: ਸਿੱਖਾਂ ਦੀ ਸੂਰਬੀਰਤਾ ਦੀ ਗਾਥਾ ਦਾ ਦਿਨ... bbox=[1111, 2102, 1294, 2236]
text-filler bbox=[1159, 1506, 1503, 1917]
labour-charge-body bbox=[186, 2226, 566, 2417]
motto: ਵਾਹਿਗੁਰੂ ਜੀ ਕਾ ਖਾਲਸਾ। ਵਾਹਿਗੁਰੂ ਜੀ ਕੀ ਫ਼ਤਹਿ॥ bbox=[225, 263, 445, 277]
article-text: ਭਾਵੇਂ ਹਰ ਚੜ੍ਹਦੇ ਸੂਰਜ ਸਿੱਖਾਂ ਦੀ ਬਹਾਦਰੀ ਤੇ ਸੂਰਬੀਰਤਾ ਦੀਆਂ ਲਸਾਨੀ ਸਾਖੀਆਂ ਸੁਣਨ ਨੂੰ ਮਿਲਦੀਆਂ ਹਨ, ਜਿਨ੍ਹਾਂ ਨੂੰ ਪੜ੍ਹ-ਸੁਣ ਕੇ ਹਰ ਸਿੱਖਾਂ ਦਾ ਸਿਰ ਸਵੈਮਾਣ ਨਾਲ bbox=[1116, 2243, 1289, 2341]
insaaf-morcha-headline[interactable]: ਕੌਮੀ ਇਨਸਾਫ਼ ਮੋਰਚਾ ਵੱਲੋਂ ਸ੍ਰੀ ਫਤਿਹਗੜ੍ਹ ਸਾਹਿਬ ਤੋਂ ਬੰਦੀ ਸਿੰਘਾਂ ਦੀ ਰਿਹਾਈ ਲਈ ਮਾਰਚ bbox=[9, 1478, 361, 1591]
gurdaspur-story bbox=[577, 982, 1144, 1451]
photo-farmers-meeting bbox=[0, 557, 315, 703]
text-filler bbox=[0, 1854, 370, 1927]
dera-chief-body bbox=[378, 1617, 489, 1927]
whatsapp-icon bbox=[473, 261, 492, 280]
article-text: ਚੰਡੀਗੜ੍ਹ, 1 ਅਕਤੂਬਰ (ਪ.ਬ) : ਸੂਬਾ ਸਰਕਾਰ ਦੀ ਮਜ਼ਦੂਰ ਪੱਖੀ ਪਹੁੰਚ ਨੂੰ ਅੱਗੇ ਵਧਾਉਂਦਿਆਂ ਪੰਜਾਬ ਦੇ ਮੁੱਖ ਮੰਤਰੀ ਭਗਵੰਤ ਸਿੰਘ ਮਾਨ ਨੇ ਮੰਡੀਆਂ ਵਿੱਚ ਕੰਮ ਕਰਦੇ ਮਜ਼ਦੂਰਾਂ ਦੇ ਲੇਬਰ ਚਾਰਜ ਵਿੱਚ ਵਾਧੇ ਦਾ ਐਲਾਨ ਕੀਤਾ। bbox=[186, 2228, 566, 2278]
article-text: ਵਿਧਾਇਕ ਤੇ ਜ਼ਿਲ੍ਹਾ ਕਾਂਗਰਸ ਪ੍ਰਧਾਨ ਕੁਲਬੀਰ ਸਿੰਘ ਜ਼ੀਰਾ ਜ਼ਖਮੀ ਹੋ ਗਏ। ਜ਼ੀਰਾ ਦਫ਼ਤਰ ਦੇ ਬਾਹਰ ਹੋਈ ਝੜਪ ਤੋਂ ਬਾਅਦ ਪੁਲਿਸ ਨੇ ਸਥਿਤੀ ਕਾਬੂ ਕੀਤੀ। bbox=[329, 1121, 569, 1171]
masthead-quote: ਜਿਸਦੇ ਕੋਲ ਧਨ ਦੌਲਤ ਹੈ ਉਹ ਵੀ ਪੁਜਿਆ ਜਾਂਦਾ ਹੈ, ਜਿਹੜਾ ਇਸਦਾ ਤਿਆਗ ਕਰ ਦੇਵੇ ਉਹ ਵੀ ਪੂਜਿਆ ਜਾਂਦਾ ਹੈ। bbox=[24, 26, 186, 103]
pension-march-body bbox=[761, 1801, 1144, 1927]
dateline: ਬੁੱਧਵਾਰ 2 ਅਕਤੂਬਰ, (2 October) 2024 ( ਮੂਲ ਨਾਨਕਸ਼ਾਹੀ ੧੮ ਅੱਸੂ- ਨਾਨਕਸ਼ਾਹੀ ੧੭ ਅੱਸੂ, ਸੰਮਤ 555) ਅੰਕ : 112, ਸਾਲ : 10, ਮੁੱਲ 5 ਰੁਪਏ, ਪੰਨੇ : 8 bbox=[437, 223, 1258, 240]
jk-columns bbox=[760, 710, 1144, 919]
photo-press-club bbox=[319, 557, 752, 703]
email-contact[interactable] bbox=[733, 258, 959, 282]
